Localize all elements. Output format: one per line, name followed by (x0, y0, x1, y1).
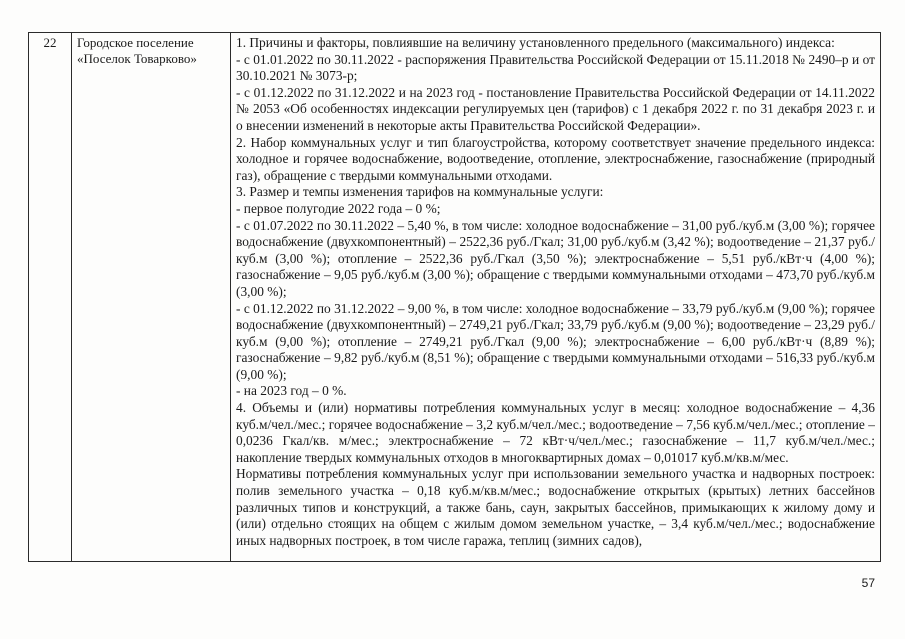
paragraph: 4. Объемы и (или) нормативы потребления коммунальных услуг в месяц: холодное водоснабжение – 4,36 куб.м/чел./мес.; горячее водоснабжение – 3,2 куб.м/чел./мес.; водоотведение – 7,56 куб.м/чел./мес.; отопление – 0,0236 Гкал/кв. м/мес.; электроснабжение – 72 кВт·ч/чел./мес.; газоснабжение – 11,7 куб.м/чел./мес.; накопление твердых коммунальных отходов в многоквартирных домах – 0,01017 куб.м/кв.м/мес. (236, 400, 875, 465)
page-number: 57 (861, 576, 875, 590)
paragraph: - с 01.07.2022 по 30.11.2022 – 5,40 %, в том числе: холодное водоснабжение – 31,00 руб./куб.м (3,00 %); горячее водоснабжение (двухкомпонентный) – 2522,36 руб./Гкал; 31,00 руб./куб.м (3,42 %); водоотведение – 21,37 руб./куб.м (3,00 %); отопление – 2522,36 руб./Гкал (3,50 %); электроснабжение – 5,51 руб./кВт·ч (4,00 %); газоснабжение – 9,05 руб./куб.м (3,00 %); обращение с твердыми коммунальными отходами – 473,70 руб./куб.м (3,00 %); (236, 217, 875, 299)
paragraph: 2. Набор коммунальных услуг и тип благоустройства, которому соответствует значение предельного индекса: холодное и горячее водоснабжение, водоотведение, отопление, электроснабжение, газоснабжение (природный газ), обращение с твердыми коммунальными отходами. (236, 134, 875, 183)
paragraph: - первое полугодие 2022 года – 0 %; (236, 200, 441, 216)
paragraph: Нормативы потребления коммунальных услуг при использовании земельного участка и надворных построек: полив земельного участка – 0,18 куб.м/кв.м/мес.; водоснабжение открытых (крытых) летних бассейнов различных типов и конструкций, а также бань, саун, закрытых бассейнов, примыкающих к жилому дому и (или) отдельно стоящих на общем с жилым домом земельном участке, – 3,4 куб.м/чел./мес.; водоснабжение иных надворных построек, в том числе гаража, теплиц (зимних садов), (236, 466, 875, 548)
paragraph: - с 01.12.2022 по 31.12.2022 – 9,00 %, в том числе: холодное водоснабжение – 33,79 руб./куб.м (9,00 %); горячее водоснабжение (двухкомпонентный) – 2749,21 руб./Гкал; 33,79 руб./куб.м (9,00 %); водоотведение – 23,29 руб./куб.м (9,00 %); отопление – 2749,21 руб./Гкал (9,00 %); электроснабжение – 6,00 руб./кВт·ч (8,89 %); газоснабжение – 9,82 руб./куб.м (8,51 %); обращение с твердыми коммунальными отходами – 516,33 руб./куб.м (9,00 %); (236, 300, 875, 382)
table-row (29, 33, 881, 562)
row-description (231, 33, 881, 562)
paragraph: 3. Размер и темпы изменения тарифов на коммунальные услуги: (236, 184, 604, 200)
description-text (236, 35, 875, 561)
paragraph: - на 2023 год – 0 %. (236, 383, 347, 399)
paragraph: - с 01.01.2022 по 30.11.2022 - распоряжения Правительства Российской Федерации от 15.11.2018 № 2490–р и от 30.10.2021 № 3073-р; (236, 51, 875, 84)
tariff-table (28, 32, 881, 562)
paragraph: - с 01.12.2022 по 31.12.2022 и на 2023 год - постановление Правительства Российской Федерации от 14.11.2022 № 2053 «Об особенностях индексации регулируемых цен (тарифов) с 1 декабря 2022 г. по 31 декабря 2023 г. и о внесении изменений в некоторые акты Правительства Российской Федерации». (236, 84, 875, 133)
row-number: 22 (29, 33, 72, 562)
paragraph: 1. Причины и факторы, повлиявшие на величину установленного предельного (максимального) индекса: (236, 35, 835, 50)
settlement-name: Городское поселение «Поселок Товарково» (72, 33, 231, 562)
